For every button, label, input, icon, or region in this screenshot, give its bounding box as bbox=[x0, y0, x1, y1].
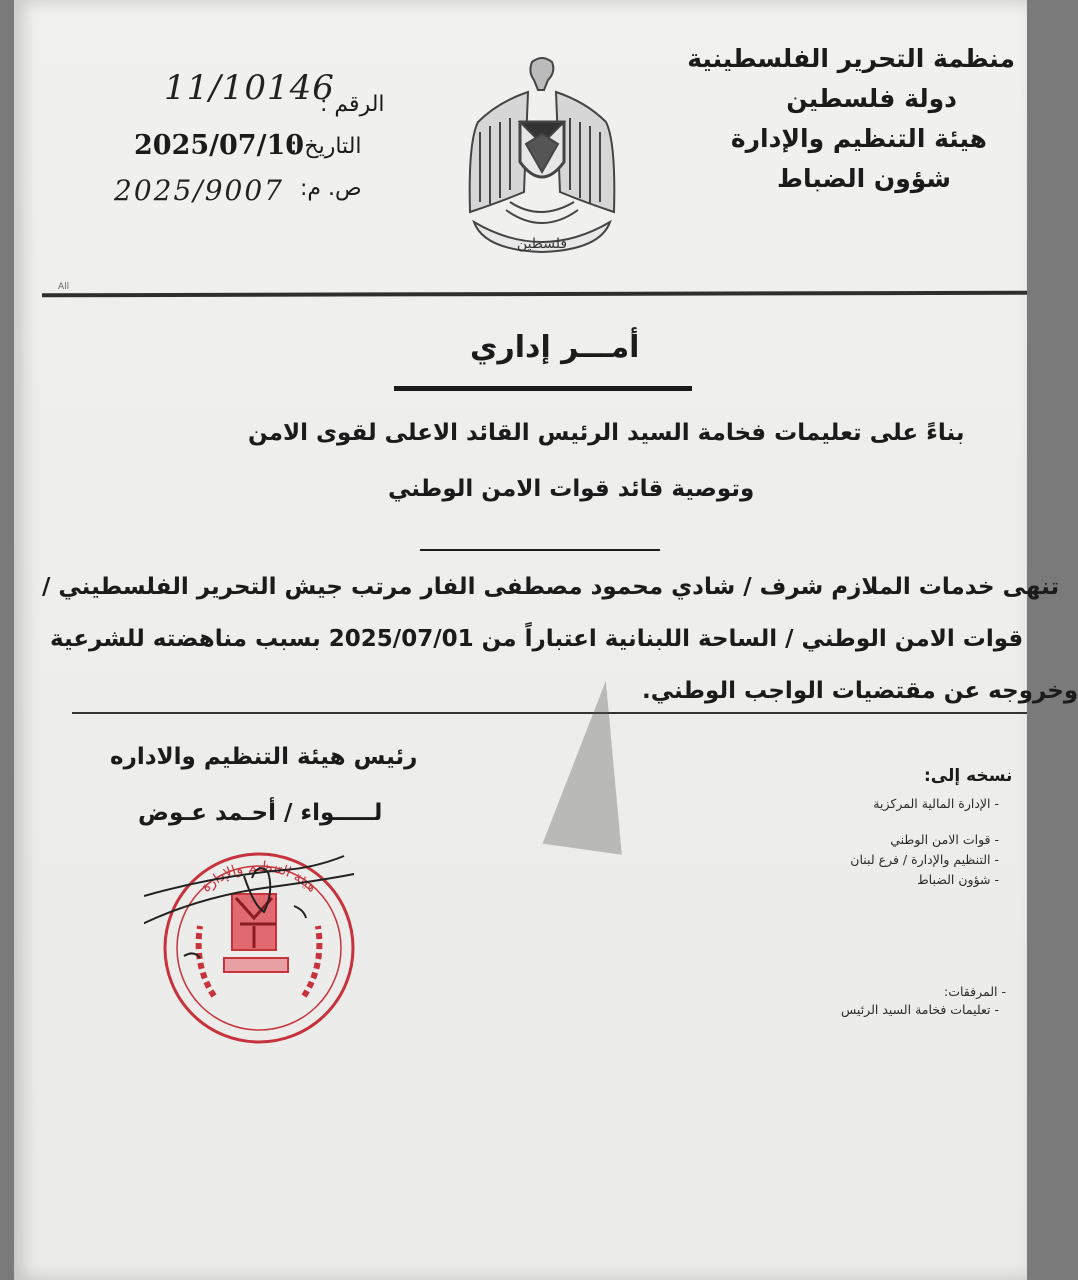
document-page bbox=[14, 0, 1078, 1280]
body-line-2: قوات الامن الوطني / الساحة اللبنانية اعتباراً من 2025/07/01 بسبب مناهضته للشرعية bbox=[50, 626, 1024, 652]
signatory-position: رئيس هيئة التنظيم والاداره bbox=[110, 744, 418, 770]
intro-line-2: وتوصية قائد قوات الامن الوطني bbox=[388, 476, 755, 502]
watermark-shape bbox=[543, 675, 646, 854]
eagle-emblem-icon bbox=[450, 52, 630, 272]
box-value: 2025/9007 bbox=[114, 174, 284, 207]
org-line-2: دولة فلسطين bbox=[786, 84, 957, 113]
number-label: الرقم : bbox=[320, 92, 385, 117]
intro-line-1: بناءً على تعليمات فخامة السيد الرئيس القائد الاعلى لقوى الامن bbox=[248, 420, 965, 446]
copies-item: - الإدارة المالية المركزية bbox=[873, 796, 999, 811]
copies-item: - التنظيم والإدارة / فرع لبنان bbox=[850, 852, 999, 867]
footer-mark: All bbox=[58, 282, 70, 292]
section-divider bbox=[420, 549, 660, 551]
title-underline bbox=[394, 386, 692, 391]
copies-item: - شؤون الضباط bbox=[917, 872, 999, 887]
org-line-3: هيئة التنظيم والإدارة bbox=[730, 124, 987, 153]
date-value: 2025/07/10 bbox=[134, 130, 305, 161]
official-stamp-icon bbox=[144, 836, 374, 1046]
body-divider bbox=[72, 712, 1027, 714]
signatory-name: لـــــواء / أحـمد عـوض bbox=[138, 800, 383, 826]
box-label: ص. م: bbox=[300, 176, 362, 201]
attachments-item: - تعليمات فخامة السيد الرئيس bbox=[840, 1002, 999, 1017]
stamp-text: هيئة التنظيم والإدارة bbox=[198, 858, 320, 896]
attachments-heading: - المرفقات: bbox=[944, 984, 1006, 999]
copies-heading: نسخه إلى: bbox=[924, 766, 1013, 786]
org-line-4: شؤون الضباط bbox=[777, 164, 951, 193]
copies-item: - قوات الامن الوطني bbox=[890, 832, 999, 847]
date-label: التاريخ : bbox=[290, 134, 362, 159]
body-line-1: تنهى خدمات الملازم شرف / شادي محمود مصطفى الفار مرتب جيش التحرير الفلسطيني / bbox=[42, 574, 1060, 600]
org-line-1: منظمة التحرير الفلسطينية bbox=[687, 44, 1015, 73]
body-line-3: وخروجه عن مقتضيات الواجب الوطني. bbox=[642, 678, 1078, 704]
number-value: 11/10146 bbox=[164, 68, 335, 108]
emblem-label: فلسطين bbox=[516, 236, 568, 252]
document-title: أمـــر إداري bbox=[470, 330, 640, 365]
header-divider bbox=[42, 291, 1027, 298]
